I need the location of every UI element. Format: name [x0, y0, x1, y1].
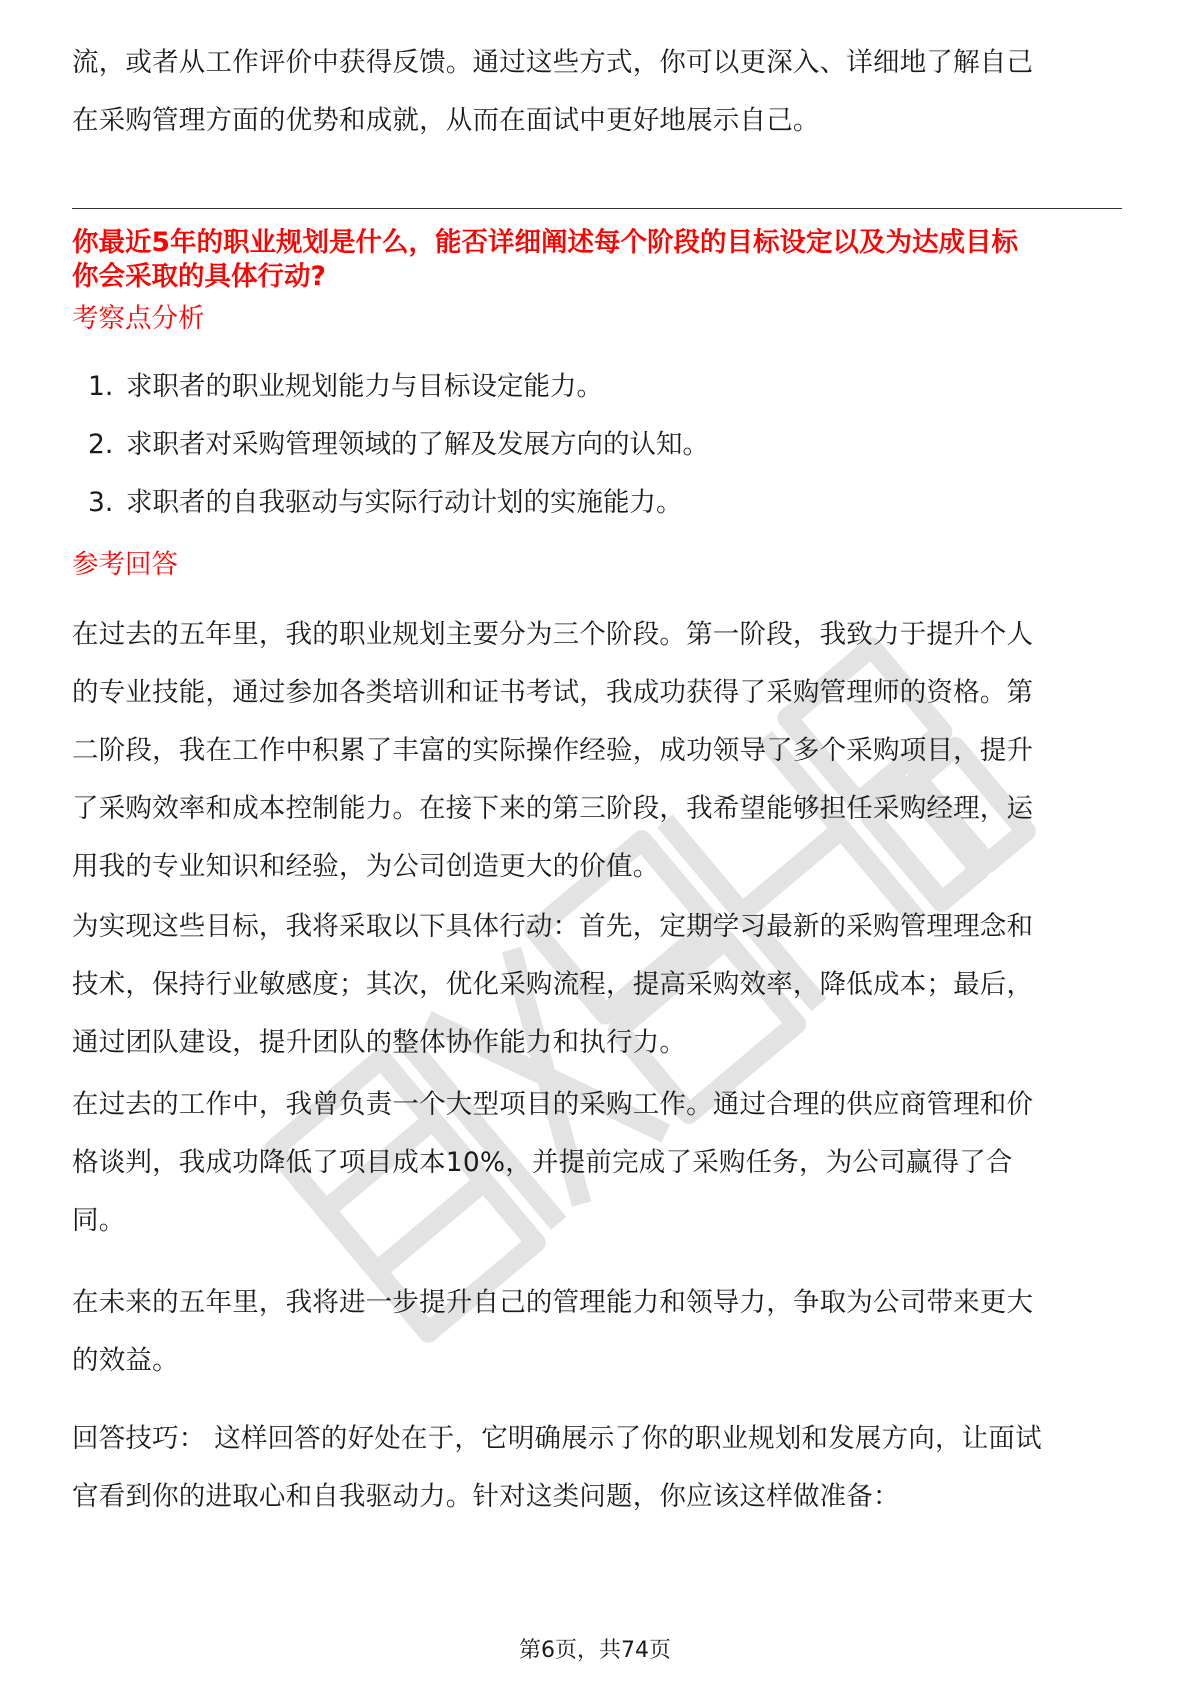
intro-paragraph — [72, 34, 1122, 150]
paragraph-line: 二阶段，我在工作中积累了丰富的实际操作经验，成功领导了多个采购项目，提升 — [72, 735, 1034, 766]
page-number: 第6页，共74页 — [519, 1638, 671, 1663]
answer-paragraph-2 — [72, 898, 1122, 1072]
list-item — [72, 416, 1122, 474]
paragraph-line: 通过团队建设，提升团队的整体协作能力和执行力。 — [72, 1027, 687, 1058]
list-item-number: 1. — [88, 371, 114, 402]
analysis-list — [72, 358, 1122, 532]
paragraph-line: 在过去的工作中，我曾负责一个大型项目的采购工作。通过合理的供应商管理和价 — [72, 1089, 1034, 1120]
intro-line: 在采购管理方面的优势和成就，从而在面试中更好地展示自己。 — [72, 105, 820, 136]
answer-paragraph-1 — [72, 606, 1122, 896]
answer-tips — [72, 1410, 1122, 1526]
paragraph-line: 为实现这些目标，我将采取以下具体行动：首先，定期学习最新的采购管理理念和 — [72, 911, 1034, 942]
paragraph-line: 技术，保持行业敏感度；其次，优化采购流程，提高采购效率，降低成本；最后， — [72, 969, 1034, 1000]
paragraph-line: 同。 — [72, 1205, 126, 1236]
paragraph-line: 了采购效率和成本控制能力。在接下来的第三阶段，我希望能够担任采购经理，运 — [72, 793, 1034, 824]
list-item-number: 3. — [88, 487, 114, 518]
question-heading — [72, 226, 1122, 294]
paragraph-line: 的效益。 — [72, 1345, 179, 1376]
paragraph-line: 回答技巧： 这样回答的好处在于，它明确展示了你的职业规划和发展方向，让面试 — [72, 1423, 1042, 1454]
list-item-text: 求职者的职业规划能力与目标设定能力。 — [126, 371, 603, 402]
answer-title: 参考回答 — [72, 549, 178, 580]
question-line: 你最近5年的职业规划是什么，能否详细阐述每个阶段的目标设定以及为达成目标 — [72, 227, 1018, 258]
list-item-number: 2. — [88, 429, 114, 460]
question-line: 你会采取的具体行动? — [72, 261, 326, 292]
analysis-title: 考察点分析 — [72, 303, 205, 334]
answer-paragraph-3 — [72, 1076, 1122, 1250]
paragraph-line: 的专业技能，通过参加各类培训和证书考试，我成功获得了采购管理师的资格。第 — [72, 677, 1034, 708]
answer-paragraph-4 — [72, 1274, 1122, 1390]
list-item-text: 求职者对采购管理领域的了解及发展方向的认知。 — [126, 429, 709, 460]
list-item — [72, 358, 1122, 416]
paragraph-line: 在未来的五年里，我将进一步提升自己的管理能力和领导力，争取为公司带来更大 — [72, 1287, 1034, 1318]
list-item — [72, 474, 1122, 532]
paragraph-line: 格谈判，我成功降低了项目成本10%，并提前完成了采购任务，为公司赢得了合 — [72, 1147, 1013, 1178]
section-divider — [72, 208, 1122, 209]
paragraph-line: 用我的专业知识和经验，为公司创造更大的价值。 — [72, 851, 660, 882]
intro-line: 流，或者从工作评价中获得反馈。通过这些方式，你可以更深入、详细地了解自己 — [72, 47, 1034, 78]
paragraph-line: 官看到你的进取心和自我驱动力。针对这类问题，你应该这样做准备： — [72, 1481, 900, 1512]
paragraph-line: 在过去的五年里，我的职业规划主要分为三个阶段。第一阶段，我致力于提升个人 — [72, 619, 1034, 650]
list-item-text: 求职者的自我驱动与实际行动计划的实施能力。 — [126, 487, 683, 518]
